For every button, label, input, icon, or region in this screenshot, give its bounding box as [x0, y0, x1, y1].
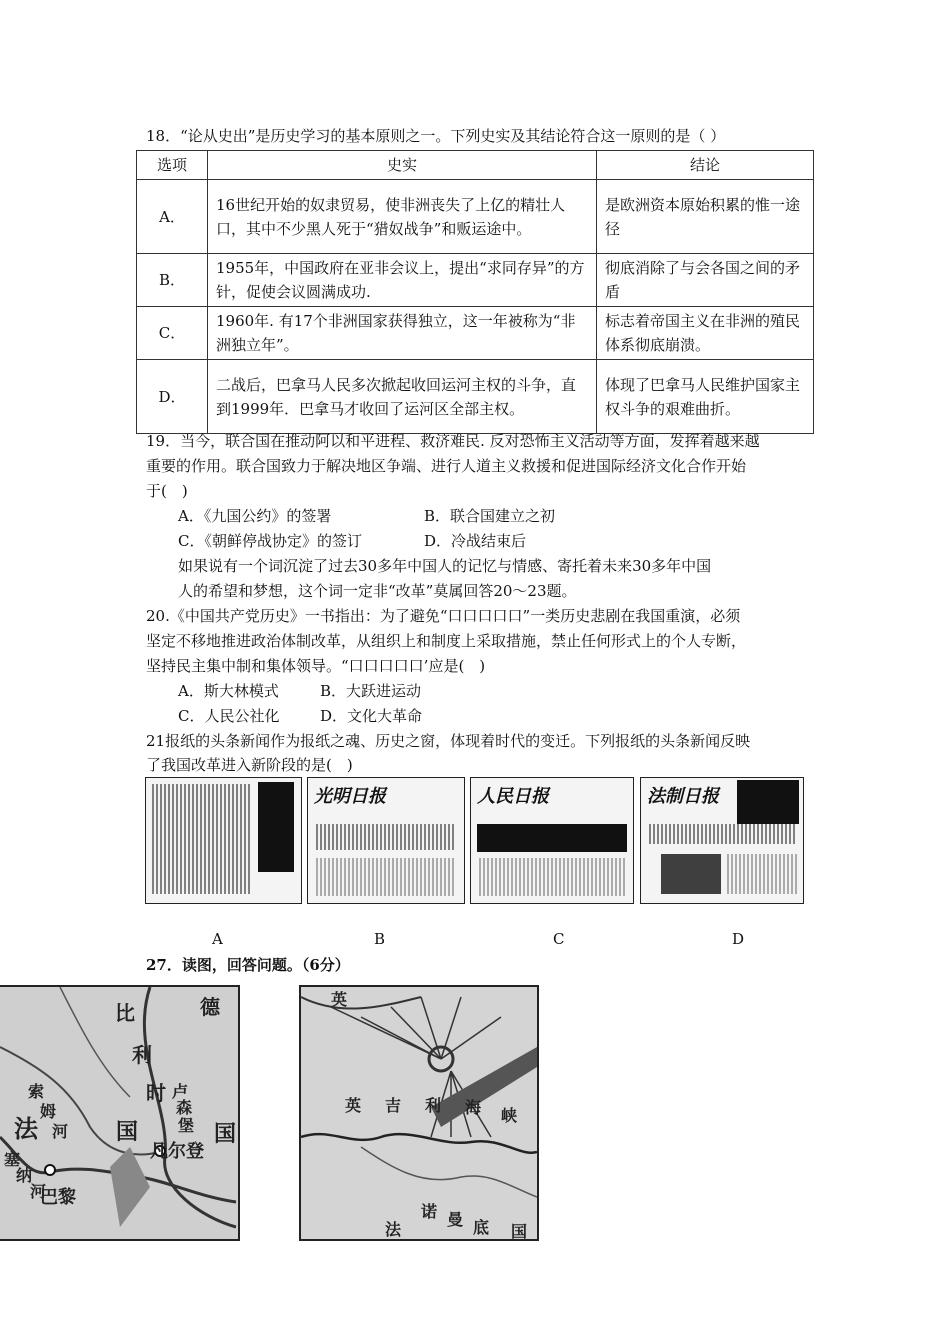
map2-label: 底 — [473, 1218, 490, 1237]
map1-label: 河 — [52, 1122, 69, 1141]
q27-title: 27．读图，回答问题。（6分） — [146, 956, 350, 974]
map1-label-verdun: 凡尔登 — [150, 1141, 204, 1162]
q19-line2: 重要的作用。联合国致力于解决地区争端、进行人道主义救援和促进国际经济文化合作开始 — [146, 457, 747, 475]
conclusion-cell: 标志着帝国主义在非洲的殖民体系彻底崩溃。 — [597, 307, 814, 360]
table-row — [137, 307, 814, 360]
map2-label: 法 — [385, 1220, 402, 1239]
q19-option-d: D．冷战结束后 — [424, 532, 527, 550]
col-header-conclusion: 结论 — [597, 151, 814, 180]
q20-option-d: D．文化大革命 — [320, 707, 423, 725]
q18-table — [136, 150, 814, 434]
q19-line1: 19．当今，联合国在推动阿以和平进程、救济难民. 反对恐怖主义活动等方面，发挥着越来越 — [146, 432, 760, 450]
q19-line3: 于( ) — [146, 482, 188, 500]
map1-label: 森 — [176, 1098, 193, 1117]
map1-label: 堡 — [178, 1116, 195, 1135]
option-label: D． — [137, 360, 208, 434]
q21-line1: 21报纸的头条新闻作为报纸之魂、历史之窗，体现着时代的变迁。下列报纸的头条新闻反映 — [146, 732, 751, 750]
map2-label: 利 — [425, 1096, 442, 1115]
map1-label: 塞 — [4, 1150, 21, 1169]
intro-line2: 人的希望和梦想，这个词一定非“改革”莫属回答20～23题。 — [178, 582, 577, 600]
map1-label: 比 — [115, 1001, 135, 1025]
q20-option-a: A．斯大林模式 — [178, 682, 279, 700]
conclusion-cell: 彻底消除了与会各国之间的矛盾 — [597, 254, 814, 307]
map1-label: 纳 — [16, 1166, 33, 1185]
map2-label: 海 — [465, 1098, 482, 1117]
map1-label: 利 — [132, 1043, 152, 1067]
map2-label: 吉 — [385, 1096, 402, 1115]
newspaper-image-a — [145, 777, 302, 904]
newspaper-c-masthead: 人民日报 — [477, 786, 549, 807]
option-label: A． — [137, 180, 208, 254]
q19-option-b: B．联合国建立之初 — [424, 507, 556, 525]
table-row — [137, 360, 814, 434]
map1-label-paris: 巴黎 — [40, 1187, 76, 1208]
map2-label: 国 — [511, 1222, 528, 1241]
q20-line3: 坚持民主集中制和集体领导。“口口口口口’应是( ) — [146, 657, 486, 675]
map-normandy — [299, 985, 539, 1241]
map1-label: 国 — [116, 1119, 139, 1145]
intro-line1: 如果说有一个词沉淀了过去30多年中国人的记忆与情感、寄托着未来30多年中国 — [178, 557, 712, 575]
q20-line1: 20.《中国共产党历史》一书指出：为了避免“口口口口口”一类历史悲剧在我国重演，必须 — [146, 607, 741, 625]
map1-label: 国 — [214, 1121, 237, 1147]
newspaper-image-c — [470, 777, 634, 904]
map1-label: 索 — [28, 1082, 45, 1101]
newspaper-image-b — [307, 777, 465, 904]
map1-label: 卢 — [172, 1082, 189, 1101]
caption-d: D — [732, 930, 745, 948]
q20-line2: 坚定不移地推进政治体制改革，从组织上和制度上采取措施，禁止任何形式上的个人专断， — [146, 632, 747, 650]
q18-stem: 18．“论从史出”是历史学习的基本原则之一。下列史实及其结论符合这一原则的是（ ） — [146, 127, 726, 145]
q19-option-a: A．《九国公约》的签署 — [178, 507, 332, 525]
table-header-row — [137, 151, 814, 180]
fact-cell: 1955年，中国政府在亚非会议上，提出“求同存异”的方针，促使会议圆满成功. — [208, 254, 597, 307]
conclusion-cell: 是欧洲资本原始积累的惟一途径 — [597, 180, 814, 254]
q21-line2: 了我国改革进入新阶段的是( ) — [146, 756, 353, 774]
map2-label: 英 — [345, 1096, 362, 1115]
fact-cell: 1960年. 有17个非洲国家获得独立，这一年被称为“非洲独立年”。 — [208, 307, 597, 360]
caption-c: C — [553, 930, 565, 948]
option-label: B． — [137, 254, 208, 307]
q20-option-c: C．人民公社化 — [178, 707, 280, 725]
map2-label: 曼 — [447, 1210, 464, 1229]
map1-label: 姆 — [40, 1102, 57, 1121]
table-row — [137, 180, 814, 254]
map1-label: 河 — [30, 1182, 47, 1201]
map1-label: 德 — [200, 995, 220, 1019]
map1-label: 法 — [14, 1114, 38, 1143]
table-row — [137, 254, 814, 307]
newspaper-d-masthead: 法制日报 — [647, 786, 719, 807]
map-verdun — [0, 985, 240, 1241]
option-label: C． — [137, 307, 208, 360]
caption-a: A — [212, 930, 223, 948]
fact-cell: 16世纪开始的奴隶贸易，使非洲丧失了上亿的精壮人口，其中不少黑人死于“猎奴战争”和贩运途中。 — [208, 180, 597, 254]
map2-label: 英 — [331, 990, 348, 1009]
col-header-fact: 史实 — [208, 151, 597, 180]
map2-label: 诺 — [421, 1202, 438, 1221]
newspaper-image-d — [640, 777, 804, 904]
caption-b: B — [374, 930, 386, 948]
col-header-option: 选项 — [137, 151, 208, 180]
map1-label: 时 — [146, 1081, 166, 1105]
conclusion-cell: 体现了巴拿马人民维护国家主权斗争的艰难曲折。 — [597, 360, 814, 434]
newspaper-b-masthead: 光明日报 — [314, 786, 386, 807]
q19-option-c: C．《朝鲜停战协定》的签订 — [178, 532, 362, 550]
fact-cell: 二战后，巴拿马人民多次掀起收回运河主权的斗争，直到1999年．巴拿马才收回了运河区全部主权。 — [208, 360, 597, 434]
map2-label: 峡 — [501, 1106, 518, 1125]
q20-option-b: B．大跃进运动 — [320, 682, 422, 700]
